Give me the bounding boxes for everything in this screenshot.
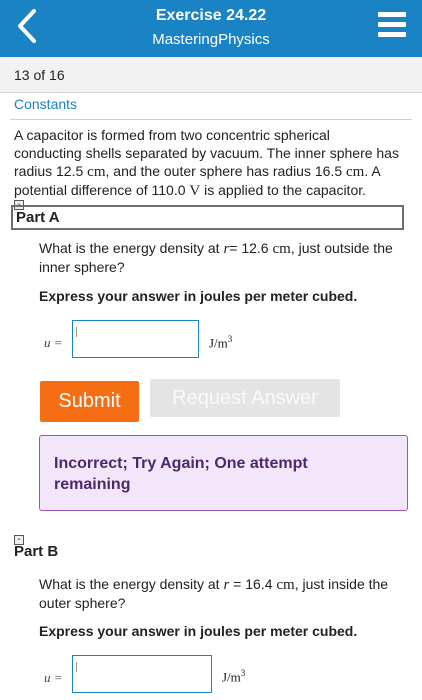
constants-link[interactable]: Constants — [14, 96, 78, 112]
header-titles — [60, 6, 362, 51]
divider — [10, 119, 412, 120]
part-a-question: What is the energy density at r= 12.6 cm, just outside the inner sphere? — [39, 240, 393, 275]
part-b-answer-label: u = — [44, 670, 63, 685]
part-b-header[interactable]: Part B — [14, 543, 59, 560]
menu-button[interactable] — [378, 12, 406, 42]
request-answer-button[interactable]: Request Answer — [150, 379, 340, 417]
hamburger-menu-icon — [378, 12, 406, 17]
part-a-header[interactable]: Part A — [11, 205, 404, 230]
part-b-question: What is the energy density at r = 16.4 cm, just inside the outer sphere? — [39, 576, 389, 611]
part-b-answer-input[interactable] — [72, 655, 212, 693]
part-a-unit: $J/m^3$ — [209, 334, 233, 351]
submit-button[interactable]: Submit — [40, 381, 139, 422]
feedback-message: Incorrect; Try Again; One attempt remaining — [39, 435, 408, 511]
chevron-left-icon — [10, 6, 48, 46]
header-bar — [0, 0, 422, 57]
part-a-answer-input[interactable] — [72, 320, 199, 358]
part-a-answer-label: u = — [44, 335, 63, 350]
part-b-instruction: Express your answer in joules per meter cubed. — [39, 623, 358, 639]
exercise-title: Exercise 24.22 — [155, 7, 267, 24]
collapse-minus-icon[interactable]: - — [14, 200, 24, 210]
progress-indicator: 13 of 16 — [0, 57, 422, 93]
app-subtitle: MasteringPhysics — [152, 31, 270, 48]
text-cursor — [76, 327, 77, 337]
text-cursor — [76, 662, 77, 672]
part-b-unit: $J/m^3$ — [222, 668, 246, 685]
back-button[interactable] — [10, 6, 48, 46]
collapse-minus-icon[interactable]: - — [14, 535, 24, 545]
problem-statement: A capacitor is formed from two concentric spherical conducting shells separated by vacuum. The inner sphere has radius 12.5 cm, and the outer sphere has radius 16.5 cm. A potential difference of 110.0 V is applied to the capacitor. — [14, 127, 399, 199]
part-a-instruction: Express your answer in joules per meter cubed. — [39, 288, 358, 304]
